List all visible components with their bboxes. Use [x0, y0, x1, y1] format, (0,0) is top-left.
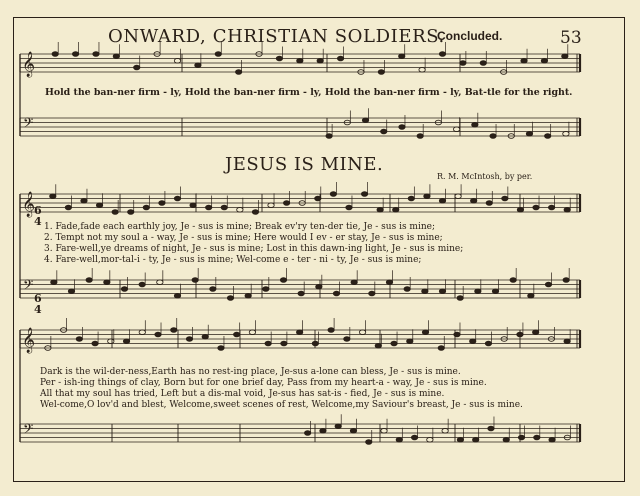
note-jesus-treble-2 [470, 339, 476, 344]
note-jesus-bass-1 [545, 282, 551, 287]
note-onward-treble [439, 52, 445, 57]
note-jesus-treble-1 [393, 207, 399, 212]
note-jesus-treble-1 [221, 205, 227, 210]
note-onward-bass [453, 127, 459, 132]
note-onward-treble [562, 54, 568, 59]
note-jesus-treble-2 [564, 339, 570, 344]
note-onward-treble [235, 70, 241, 75]
note-onward-treble [378, 70, 384, 75]
note-jesus-treble-2 [375, 343, 381, 348]
concluded-label: Concluded. [437, 29, 503, 43]
clefs [22, 51, 35, 440]
note-onward-bass [490, 134, 496, 139]
note-jesus-treble-1 [96, 203, 102, 208]
note-onward-treble [113, 54, 119, 59]
note-jesus-bass-2 [411, 435, 417, 440]
note-jesus-treble-2 [517, 332, 523, 337]
note-jesus-treble-1 [455, 194, 461, 199]
note-jesus-treble-1 [408, 196, 414, 201]
verse-3-line-2: All that my soul has tried, Left but a dis-mal void, Je-sus has sat-is - fied, Je - sus is mine. [40, 389, 445, 399]
note-onward-bass [381, 129, 387, 134]
note-jesus-bass-2 [442, 428, 448, 433]
note-jesus-treble-1 [377, 207, 383, 212]
note-jesus-treble-1 [517, 207, 523, 212]
time-signature-bass-1: 6 4 [34, 292, 42, 316]
note-jesus-bass-1 [351, 280, 357, 285]
note-jesus-treble-1 [143, 205, 149, 210]
note-onward-treble [276, 56, 282, 61]
note-jesus-bass-2 [335, 424, 341, 429]
note-onward-bass [472, 122, 478, 127]
note-jesus-bass-1 [192, 278, 198, 283]
note-jesus-treble-2 [92, 341, 98, 346]
note-jesus-bass-1 [528, 293, 534, 298]
note-jesus-treble-1 [81, 198, 87, 203]
note-jesus-bass-2 [472, 437, 478, 442]
note-jesus-treble-2 [391, 341, 397, 346]
note-jesus-treble-1 [128, 210, 134, 215]
note-jesus-bass-1 [245, 293, 251, 298]
note-jesus-treble-2 [532, 330, 538, 335]
treble-clef-icon: 𝄞 [22, 192, 36, 217]
note-jesus-bass-1 [227, 296, 233, 301]
note-jesus-treble-1 [112, 210, 118, 215]
note-jesus-bass-2 [457, 437, 463, 442]
note-onward-treble [541, 58, 547, 63]
note-jesus-bass-1 [157, 280, 163, 285]
note-jesus-treble-2 [312, 341, 318, 346]
note-onward-treble [521, 58, 527, 63]
verse-1-line-2: Dark is the wil-der-ness,Earth has no rest-ing place, Je-sus a-lone can bless, Je - sus is mine. [40, 367, 461, 377]
note-jesus-bass-1 [104, 280, 110, 285]
note-jesus-treble-2 [155, 332, 161, 337]
note-jesus-bass-2 [396, 437, 402, 442]
note-jesus-treble-1 [330, 192, 336, 197]
note-jesus-treble-1 [564, 207, 570, 212]
note-jesus-treble-2 [422, 330, 428, 335]
note-onward-treble [134, 65, 140, 70]
note-jesus-treble-1 [315, 196, 321, 201]
note-jesus-bass-2 [381, 428, 387, 433]
page-number: 53 [560, 28, 582, 48]
note-jesus-bass-1 [457, 296, 463, 301]
note-jesus-bass-2 [427, 437, 433, 442]
note-jesus-bass-1 [174, 293, 180, 298]
note-onward-treble [52, 52, 58, 57]
note-onward-treble [174, 58, 180, 63]
note-jesus-treble-2 [233, 332, 239, 337]
note-jesus-treble-1 [252, 210, 258, 215]
note-heads [45, 42, 571, 444]
note-jesus-treble-1 [283, 201, 289, 206]
note-jesus-treble-2 [123, 339, 129, 344]
note-jesus-treble-2 [202, 334, 208, 339]
note-jesus-bass-1 [563, 278, 569, 283]
verse-3-line-1: 3. Fare-well,ye dreams of night, Je - sus is mine; Lost in this dawn-ing light, Je - sus is mine; [44, 244, 464, 254]
note-jesus-treble-1 [439, 198, 445, 203]
note-onward-bass [563, 131, 569, 136]
note-jesus-treble-2 [328, 328, 334, 333]
bass-clef-icon: 𝄢 [23, 277, 34, 296]
note-onward-treble [297, 58, 303, 63]
note-onward-treble [337, 56, 343, 61]
note-jesus-bass-1 [439, 289, 445, 294]
note-jesus-bass-1 [316, 284, 322, 289]
note-jesus-bass-2 [503, 437, 509, 442]
note-jesus-treble-1 [237, 207, 243, 212]
note-jesus-treble-1 [533, 205, 539, 210]
note-jesus-treble-2 [249, 330, 255, 335]
note-jesus-bass-2 [366, 440, 372, 445]
note-jesus-bass-1 [333, 291, 339, 296]
note-onward-bass [362, 118, 368, 123]
note-jesus-treble-1 [205, 205, 211, 210]
note-jesus-treble-2 [139, 330, 145, 335]
note-onward-treble [480, 61, 486, 66]
note-jesus-bass-1 [280, 278, 286, 283]
note-jesus-bass-1 [369, 291, 375, 296]
note-onward-treble [460, 61, 466, 66]
note-jesus-bass-2 [320, 428, 326, 433]
note-jesus-treble-1 [50, 194, 56, 199]
note-onward-treble [93, 52, 99, 57]
note-onward-bass [417, 134, 423, 139]
note-jesus-bass-1 [263, 287, 269, 292]
note-jesus-bass-1 [404, 287, 410, 292]
note-jesus-treble-2 [296, 330, 302, 335]
note-jesus-bass-2 [534, 435, 540, 440]
note-jesus-bass-1 [492, 289, 498, 294]
note-jesus-treble-1 [470, 198, 476, 203]
note-jesus-treble-2 [76, 337, 82, 342]
note-jesus-bass-1 [386, 280, 392, 285]
note-jesus-treble-2 [186, 337, 192, 342]
verse-2-line-2: Per - ish-ing things of clay, Born but for one brief day, Pass from my heart-a - way, Je - sus is mine. [40, 378, 487, 388]
bass-clef-icon: 𝄢 [23, 421, 34, 440]
note-onward-bass [526, 131, 532, 136]
verse-4-line-1: 4. Fare-well,mor-tal-i - ty, Je - sus is mine; Wel-come e - ter - ni - ty, Je - sus is mine; [44, 255, 422, 265]
note-onward-bass [326, 134, 332, 139]
note-jesus-bass-2 [488, 426, 494, 431]
note-jesus-bass-1 [121, 287, 127, 292]
verse-2-line-1: 2. Tempt not my soul a - way, Je - sus is mine; Here would I ev - er stay, Je - sus is mine; [44, 233, 443, 243]
note-onward-treble [317, 58, 323, 63]
note-jesus-bass-1 [422, 289, 428, 294]
note-jesus-treble-2 [265, 341, 271, 346]
bass-clef-icon: 𝄢 [23, 115, 34, 134]
note-jesus-treble-1 [65, 205, 71, 210]
note-jesus-bass-2 [518, 435, 524, 440]
note-jesus-treble-1 [548, 205, 554, 210]
treble-clef-icon: 𝄞 [22, 52, 36, 77]
note-jesus-bass-1 [475, 289, 481, 294]
note-jesus-treble-2 [438, 346, 444, 351]
composer-credit: R. M. McIntosh, by per. [437, 172, 533, 181]
note-onward-treble [399, 54, 405, 59]
note-jesus-treble-2 [407, 339, 413, 344]
note-jesus-bass-1 [510, 278, 516, 283]
note-onward-treble [72, 52, 78, 57]
note-jesus-bass-1 [139, 282, 145, 287]
note-jesus-treble-2 [485, 341, 491, 346]
hymn-header-title: ONWARD, CHRISTIAN SOLDIERS. [108, 26, 445, 47]
note-onward-treble [419, 67, 425, 72]
note-jesus-bass-1 [298, 291, 304, 296]
note-onward-bass [544, 134, 550, 139]
note-jesus-treble-1 [190, 203, 196, 208]
note-jesus-treble-2 [218, 346, 224, 351]
note-jesus-treble-2 [359, 330, 365, 335]
note-jesus-treble-1 [424, 194, 430, 199]
note-jesus-treble-1 [346, 205, 352, 210]
note-jesus-treble-2 [344, 337, 350, 342]
note-jesus-treble-1 [486, 201, 492, 206]
verse-4-line-2: Wel-come,O lov'd and blest, Welcome,sweet scenes of rest, Welcome,my Saviour's breast, Je - sus is mine. [40, 400, 523, 410]
note-jesus-treble-2 [281, 341, 287, 346]
note-jesus-bass-1 [210, 287, 216, 292]
note-jesus-bass-1 [68, 289, 74, 294]
note-onward-bass [399, 125, 405, 130]
note-jesus-bass-2 [350, 428, 356, 433]
note-jesus-bass-2 [304, 431, 310, 436]
note-jesus-treble-1 [268, 203, 274, 208]
note-jesus-treble-2 [454, 332, 460, 337]
note-jesus-treble-2 [108, 339, 114, 344]
note-jesus-bass-1 [51, 280, 57, 285]
note-onward-treble [195, 63, 201, 68]
note-jesus-treble-1 [361, 192, 367, 197]
note-jesus-bass-1 [86, 278, 92, 283]
note-jesus-treble-2 [171, 328, 177, 333]
treble-clef-icon: 𝄞 [22, 328, 36, 353]
note-jesus-treble-1 [159, 201, 165, 206]
time-signature-treble-1: 6 4 [34, 204, 42, 228]
note-jesus-treble-1 [502, 196, 508, 201]
onward-lyric-line: Hold the ban-ner firm - ly, Hold the ban-ner firm - ly, Hold the ban-ner firm - ly, Bat-tle for the right. [45, 87, 573, 98]
hymn-title: JESUS IS MINE. [225, 154, 384, 175]
verse-1-line-1: 1. Fade,fade each earthly joy, Je - sus is mine; Break ev'ry ten-der tie, Je - sus is mine; [44, 222, 436, 232]
note-jesus-bass-2 [549, 437, 555, 442]
note-onward-treble [215, 52, 221, 57]
staff-lines [20, 54, 580, 442]
note-jesus-treble-1 [174, 196, 180, 201]
